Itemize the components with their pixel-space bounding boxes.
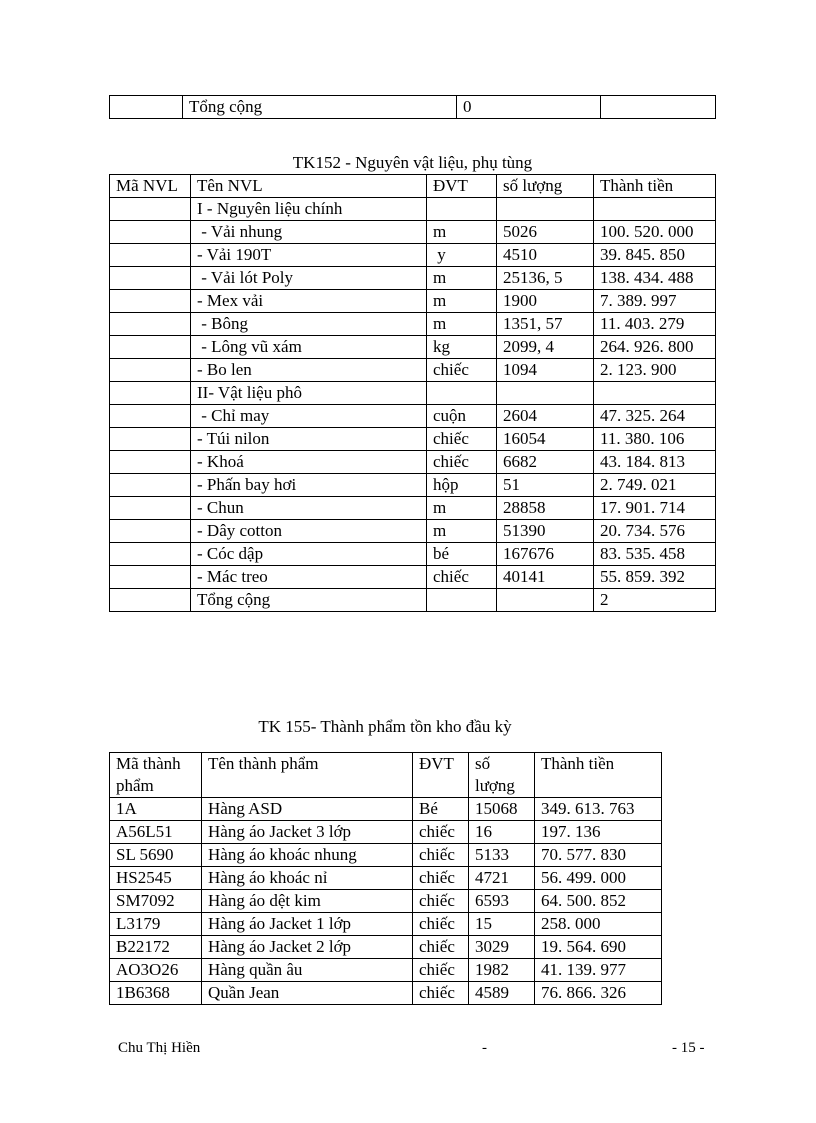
table-cell: chiếc [427, 451, 497, 474]
table-row [110, 336, 716, 359]
table-row [110, 589, 716, 612]
table-row [110, 844, 662, 867]
summary-table-top [109, 95, 716, 119]
table-cell: B22172 [110, 936, 202, 959]
table-cell: chiếc [413, 890, 469, 913]
table-row [110, 96, 716, 119]
table-cell: 1351, 57 [497, 313, 594, 336]
table-row [110, 543, 716, 566]
table-cell [110, 267, 191, 290]
table-cell: 17. 901. 714 [594, 497, 716, 520]
table-cell [110, 382, 191, 405]
table-row [110, 936, 662, 959]
table-cell: 5133 [469, 844, 535, 867]
table-cell [497, 198, 594, 221]
table-cell: 264. 926. 800 [594, 336, 716, 359]
table-cell: Hàng áo Jacket 3 lớp [202, 821, 413, 844]
table-cell: - Bo len [191, 359, 427, 382]
table-cell: - Cóc dập [191, 543, 427, 566]
table-cell [601, 96, 716, 119]
table-cell: chiếc [427, 428, 497, 451]
column-header: Tên thành phẩm [202, 753, 413, 798]
table-cell: y [427, 244, 497, 267]
table-cell [110, 198, 191, 221]
table-cell [110, 359, 191, 382]
table-cell: Tổng cộng [183, 96, 457, 119]
table-cell: - Mex vải [191, 290, 427, 313]
tk152-title: TK152 - Nguyên vật liệu, phụ tùng [292, 153, 533, 172]
table-cell: Hàng áo khoác nỉ [202, 867, 413, 890]
table-cell: I - Nguyên liệu chính [191, 198, 427, 221]
table-cell: 16 [469, 821, 535, 844]
table-row [110, 982, 662, 1005]
table-cell: m [427, 290, 497, 313]
table-cell [427, 198, 497, 221]
table-cell: 2 [594, 589, 716, 612]
column-header: Tên NVL [191, 175, 427, 198]
tk152-table [109, 174, 716, 612]
table-cell: Hàng áo dệt kim [202, 890, 413, 913]
table-cell: 138. 434. 488 [594, 267, 716, 290]
table-cell [594, 198, 716, 221]
table-cell: chiếc [413, 821, 469, 844]
table-cell: - Vải lót Poly [191, 267, 427, 290]
table-cell: 25136, 5 [497, 267, 594, 290]
table-cell [110, 336, 191, 359]
table-header-row [110, 175, 716, 198]
table-cell: 15 [469, 913, 535, 936]
table-cell: 1982 [469, 959, 535, 982]
table-row [110, 520, 716, 543]
tk155-title: TK 155- Thành phẩm tồn kho đầu kỳ [258, 717, 512, 736]
table-cell: 11. 403. 279 [594, 313, 716, 336]
table-cell: Hàng áo Jacket 2 lớp [202, 936, 413, 959]
table-cell: chiếc [413, 913, 469, 936]
table-cell [427, 589, 497, 612]
tk155-table [109, 752, 662, 1005]
table-cell: Hàng quần âu [202, 959, 413, 982]
table-header-row [110, 753, 662, 798]
table-row [110, 890, 662, 913]
table-cell: HS2545 [110, 867, 202, 890]
table-cell: m [427, 267, 497, 290]
table-row [110, 359, 716, 382]
table-cell [110, 474, 191, 497]
table-cell [110, 543, 191, 566]
column-header: ĐVT [413, 753, 469, 798]
table-cell: A56L51 [110, 821, 202, 844]
column-header: ĐVT [427, 175, 497, 198]
table-cell: 1900 [497, 290, 594, 313]
column-header: Thành tiền [535, 753, 662, 798]
table-cell: 349. 613. 763 [535, 798, 662, 821]
table-cell: - Phấn bay hơi [191, 474, 427, 497]
table-cell: - Bông [191, 313, 427, 336]
table-cell: m [427, 313, 497, 336]
table-cell: kg [427, 336, 497, 359]
column-header: Thành tiền [594, 175, 716, 198]
table-cell: - Lông vũ xám [191, 336, 427, 359]
table-row [110, 267, 716, 290]
table-cell: L3179 [110, 913, 202, 936]
column-header: Mã thành phẩm [110, 753, 202, 798]
table-cell: 4510 [497, 244, 594, 267]
table-cell: 4589 [469, 982, 535, 1005]
table-cell: 39. 845. 850 [594, 244, 716, 267]
table-row [110, 821, 662, 844]
table-row [110, 221, 716, 244]
column-header: số lượng [469, 753, 535, 798]
table-row [110, 428, 716, 451]
table-cell: 6593 [469, 890, 535, 913]
table-cell: 43. 184. 813 [594, 451, 716, 474]
table-cell: SL 5690 [110, 844, 202, 867]
table-cell: 197. 136 [535, 821, 662, 844]
page-number: - 15 - [672, 1040, 705, 1056]
table-cell [497, 589, 594, 612]
table-cell: 11. 380. 106 [594, 428, 716, 451]
table-cell [110, 428, 191, 451]
table-row [110, 290, 716, 313]
table-row [110, 244, 716, 267]
table-cell [110, 96, 183, 119]
table-cell: 19. 564. 690 [535, 936, 662, 959]
table-cell: chiếc [413, 844, 469, 867]
table-cell [110, 520, 191, 543]
table-cell: 55. 859. 392 [594, 566, 716, 589]
table-cell: chiếc [427, 566, 497, 589]
table-row [110, 497, 716, 520]
table-cell: 1B6368 [110, 982, 202, 1005]
table-cell: 16054 [497, 428, 594, 451]
table-cell [110, 313, 191, 336]
table-cell: bé [427, 543, 497, 566]
table-cell: chiếc [413, 982, 469, 1005]
table-cell: m [427, 221, 497, 244]
table-cell: Bé [413, 798, 469, 821]
table-row [110, 913, 662, 936]
table-cell: hộp [427, 474, 497, 497]
table-cell: 83. 535. 458 [594, 543, 716, 566]
column-header: số lượng [497, 175, 594, 198]
footer-separator: - [482, 1040, 487, 1056]
table-cell: 2099, 4 [497, 336, 594, 359]
table-cell: Tổng cộng [191, 589, 427, 612]
table-cell: 3029 [469, 936, 535, 959]
table-cell [110, 566, 191, 589]
table-cell: 15068 [469, 798, 535, 821]
table-cell: 5026 [497, 221, 594, 244]
table-cell: chiếc [413, 867, 469, 890]
table-cell [110, 221, 191, 244]
table-cell: - Mác treo [191, 566, 427, 589]
table-cell: Hàng áo Jacket 1 lớp [202, 913, 413, 936]
table-cell [110, 451, 191, 474]
table-cell: 76. 866. 326 [535, 982, 662, 1005]
table-cell: m [427, 497, 497, 520]
table-row [110, 798, 662, 821]
table-cell: Hàng áo khoác nhung [202, 844, 413, 867]
table-cell: 41. 139. 977 [535, 959, 662, 982]
table-row [110, 313, 716, 336]
table-cell [594, 382, 716, 405]
table-cell: cuộn [427, 405, 497, 428]
table-cell: chiếc [427, 359, 497, 382]
table-cell: 1094 [497, 359, 594, 382]
table-cell: 51 [497, 474, 594, 497]
table-cell: 2604 [497, 405, 594, 428]
table-cell: Hàng ASD [202, 798, 413, 821]
table-cell: 2. 749. 021 [594, 474, 716, 497]
table-cell [110, 244, 191, 267]
table-cell: Quần Jean [202, 982, 413, 1005]
table-cell: AO3O26 [110, 959, 202, 982]
table-cell: 40141 [497, 566, 594, 589]
table-cell: - Túi nilon [191, 428, 427, 451]
table-cell: - Dây cotton [191, 520, 427, 543]
table-cell: II- Vật liệu phô [191, 382, 427, 405]
table-cell: - Vải nhung [191, 221, 427, 244]
table-row [110, 566, 716, 589]
table-cell: 20. 734. 576 [594, 520, 716, 543]
table-row [110, 405, 716, 428]
table-cell: - Chun [191, 497, 427, 520]
table-cell [427, 382, 497, 405]
table-cell: - Vải 190T [191, 244, 427, 267]
table-cell: 56. 499. 000 [535, 867, 662, 890]
table-cell: - Chỉ may [191, 405, 427, 428]
table-cell: SM7092 [110, 890, 202, 913]
table-cell: 47. 325. 264 [594, 405, 716, 428]
table-cell: 70. 577. 830 [535, 844, 662, 867]
table-cell [110, 589, 191, 612]
table-cell: 7. 389. 997 [594, 290, 716, 313]
table-cell: - Khoá [191, 451, 427, 474]
table-cell: m [427, 520, 497, 543]
footer-author: Chu Thị Hiền [118, 1040, 201, 1056]
table-cell [110, 497, 191, 520]
table-cell: 167676 [497, 543, 594, 566]
table-cell: 2. 123. 900 [594, 359, 716, 382]
table-row [110, 959, 662, 982]
table-cell [110, 290, 191, 313]
table-cell: 100. 520. 000 [594, 221, 716, 244]
column-header: Mã NVL [110, 175, 191, 198]
table-cell [497, 382, 594, 405]
table-cell: 4721 [469, 867, 535, 890]
table-row [110, 451, 716, 474]
table-row [110, 382, 716, 405]
table-cell: 6682 [497, 451, 594, 474]
table-row [110, 867, 662, 890]
table-cell: 0 [457, 96, 601, 119]
table-row [110, 474, 716, 497]
table-cell: 64. 500. 852 [535, 890, 662, 913]
table-cell: 28858 [497, 497, 594, 520]
table-cell: 258. 000 [535, 913, 662, 936]
table-cell: 1A [110, 798, 202, 821]
table-cell: chiếc [413, 936, 469, 959]
table-cell [110, 405, 191, 428]
table-cell: chiếc [413, 959, 469, 982]
table-cell: 51390 [497, 520, 594, 543]
table-row [110, 198, 716, 221]
